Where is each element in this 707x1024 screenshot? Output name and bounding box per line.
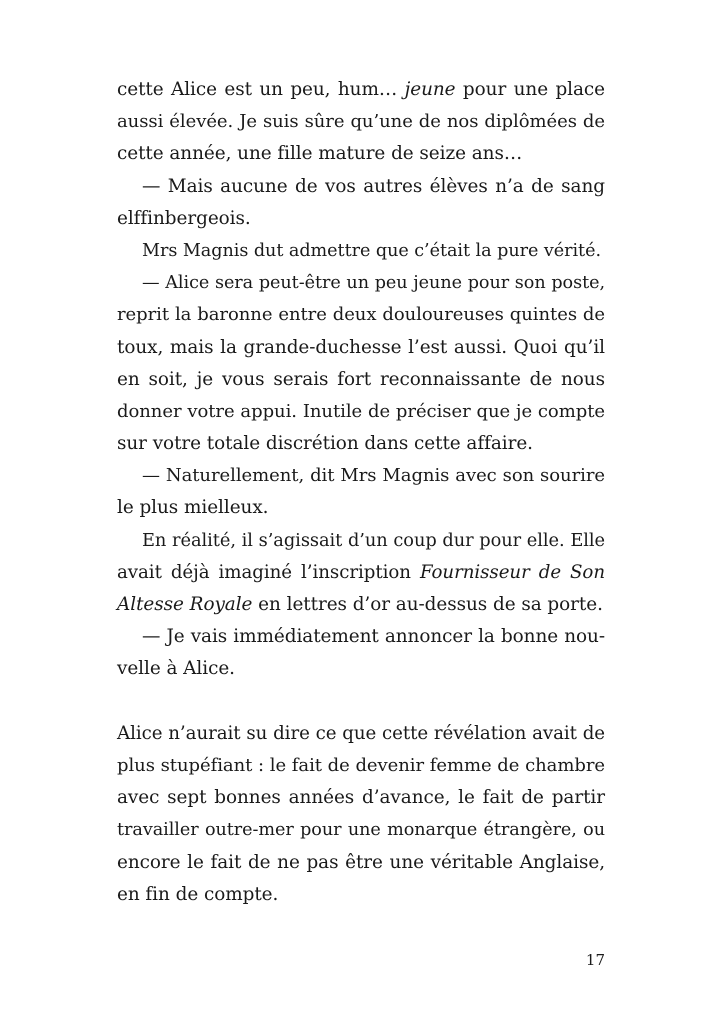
text-span: cette Alice est un peu, hum… bbox=[117, 79, 405, 100]
italic-phrase: Fournisseur de Son bbox=[419, 561, 605, 583]
text-line: en fin de compte. bbox=[117, 883, 279, 905]
text-line bbox=[117, 74, 605, 106]
text-line: donner votre appui. Inutile de préciser que je compte bbox=[117, 400, 605, 422]
text-span: en lettres d’or au-dessus de sa porte. bbox=[252, 594, 603, 615]
text-line: plus stupéfiant : le fait de devenir femme de chambre bbox=[117, 754, 605, 776]
italic-word: jeune bbox=[404, 79, 456, 100]
text-span: avait déjà imaginé l’inscription bbox=[117, 561, 420, 583]
paragraph-line: Mrs Magnis dut admettre que c’était la pure vérité. bbox=[142, 240, 601, 261]
text-line: velle à Alice. bbox=[117, 658, 235, 680]
section-break bbox=[117, 686, 605, 718]
text-line bbox=[117, 557, 605, 589]
text-line: aussi élevée. Je suis sûre qu’une de nos diplômées de bbox=[117, 111, 605, 133]
dialogue-line: — Alice sera peut-être un peu jeune pour son poste, bbox=[142, 273, 605, 294]
dialogue-line: — Naturellement, dit Mrs Magnis avec son sourire bbox=[142, 465, 605, 487]
page-body bbox=[117, 74, 605, 911]
text-line: sur votre totale discrétion dans cette affaire. bbox=[117, 433, 533, 455]
text-line: elffinbergeois. bbox=[117, 207, 251, 229]
paragraph-line: Alice n’aurait su dire ce que cette révélation avait de bbox=[117, 722, 605, 744]
page-number: 17 bbox=[585, 951, 605, 969]
paragraph-line: En réalité, il s’agissait d’un coup dur pour elle. Elle bbox=[142, 529, 605, 551]
text-line: avec sept bonnes années d’avance, le fait de partir bbox=[117, 787, 605, 809]
text-line: toux, mais la grande-duchesse l’est aussi. Quoi qu’il bbox=[117, 336, 605, 358]
text-line: encore le fait de ne pas être une véritable Anglaise, bbox=[117, 851, 605, 873]
italic-phrase: Altesse Royale bbox=[117, 594, 253, 615]
dialogue-line: — Mais aucune de vos autres élèves n’a de sang bbox=[142, 175, 605, 197]
text-span: pour une place bbox=[455, 79, 605, 100]
dialogue-line: — Je vais immédiatement annoncer la bonne nou- bbox=[142, 626, 605, 648]
text-line: cette année, une fille mature de seize ans… bbox=[117, 143, 523, 165]
text-line: le plus mielleux. bbox=[117, 497, 269, 519]
text-line: reprit la baronne entre deux douloureuses quintes de bbox=[117, 304, 605, 326]
text-line: travailler outre-mer pour une monarque étrangère, ou bbox=[117, 820, 605, 841]
text-line: en soit, je vous serais fort reconnaissante de nous bbox=[117, 368, 605, 390]
text-line bbox=[117, 589, 605, 621]
